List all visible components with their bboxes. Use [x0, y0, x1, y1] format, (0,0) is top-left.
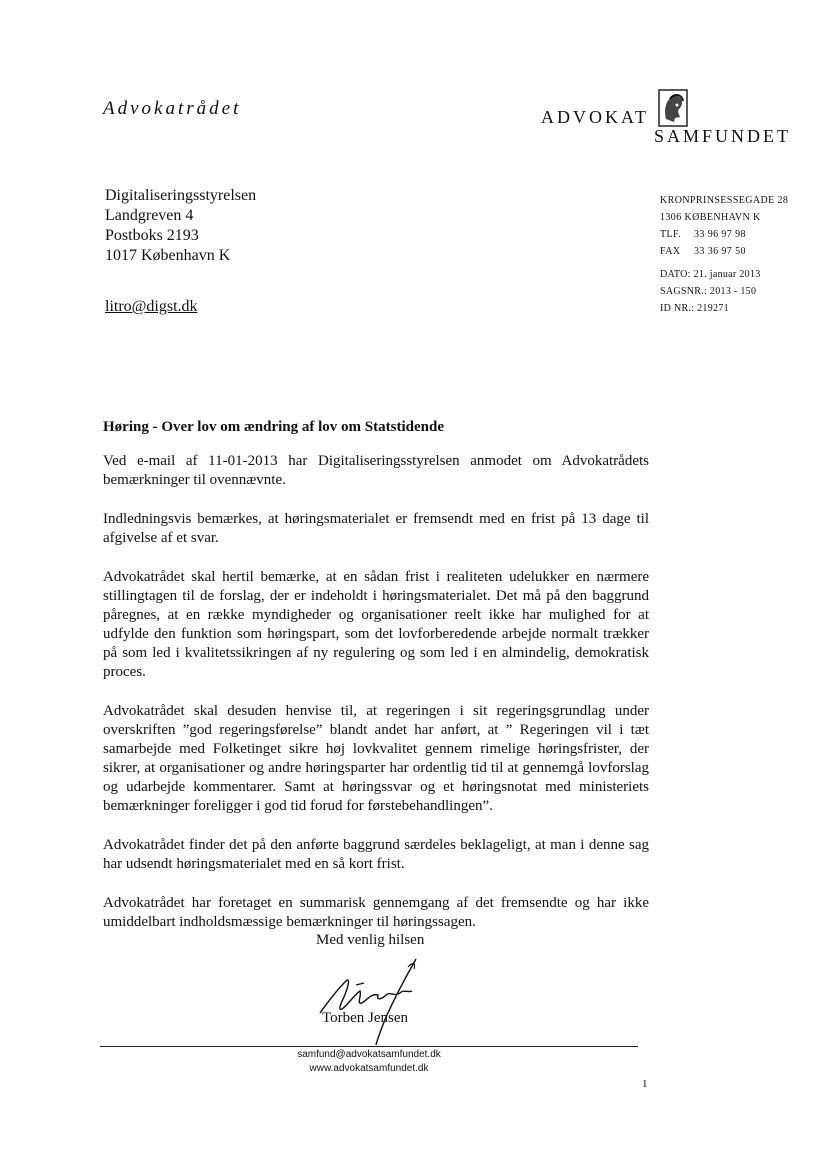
- sender-city: 1306 KØBENHAVN K: [660, 212, 761, 223]
- body-paragraph: Ved e-mail af 11-01-2013 har Digitaliseringsstyrelsen anmodet om Advokatrådets bemærkninger til ovennævnte.: [103, 453, 649, 488]
- id-number: ID NR.: 219271: [660, 303, 729, 314]
- letter-metadata: [660, 266, 761, 317]
- letter-body: [103, 452, 649, 952]
- fax-label: FAX: [660, 246, 681, 257]
- sender-fax: [660, 243, 788, 260]
- phone-label: TLF.: [660, 229, 682, 240]
- recipient-line: Landgreven 4: [105, 207, 194, 224]
- handwritten-signature: [316, 955, 436, 1047]
- recipient-line: Digitaliseringsstyrelsen: [105, 187, 257, 204]
- fax-number: 33 36 97 50: [694, 246, 746, 257]
- recipient-line: Postboks 2193: [105, 227, 199, 244]
- recipient-address: [105, 186, 256, 266]
- body-paragraph: Advokatrådet har foretaget en summarisk gennemgang af det fremsendte og har ikke umiddelbart indholdsmæssige bemærkninger til høringssagen.: [103, 895, 649, 930]
- sender-address: [660, 192, 788, 260]
- body-paragraph: Advokatrådet skal hertil bemærke, at en sådan frist i realiteten udelukker en nærmere stillingtagen til de forslag, der er indeholdt i høringsmaterialet. Det må på den baggrund påregnes, at en række myndigheder og organisationer reelt ikke har mulighed for at udfylde den funktion som høringspart, som det lovforberedende arbejde normalt trækker på som led i kvalitetssikringen af ny regulering og som led i en almindelig, demokratisk proces.: [103, 569, 649, 680]
- sender-phone: [660, 226, 788, 243]
- letter-date: DATO: 21. januar 2013: [660, 269, 761, 280]
- signatory-name: Torben Jensen: [322, 1010, 409, 1026]
- body-paragraph: Advokatrådet finder det på den anførte baggrund særdeles beklageligt, at man i denne sag har udsendt høringsmaterialet med en så kort frist.: [103, 837, 649, 872]
- recipient-email-link[interactable]: litro@digst.dk: [105, 298, 198, 315]
- recipient-line: 1017 København K: [105, 247, 231, 264]
- closing-greeting: Med venlig hilsen: [316, 932, 425, 948]
- advokatraadet-logo: Advokatrådet: [103, 98, 242, 119]
- footer-website-link[interactable]: www.advokatsamfundet.dk: [309, 1063, 429, 1074]
- page-number: 1: [642, 1078, 648, 1090]
- case-number: SAGSNR.: 2013 - 150: [660, 286, 757, 297]
- advokatsamfundet-logo-line1: ADVOKAT: [541, 107, 649, 127]
- body-paragraph: Indledningsvis bemærkes, at høringsmaterialet er fremsendt med en frist på 13 dage til afgivelse af et svar.: [103, 511, 649, 546]
- advokatsamfundet-logo-line2: SAMFUNDET: [654, 126, 792, 146]
- phone-number: 33 96 97 98: [694, 229, 746, 240]
- letter-subject: Høring - Over lov om ændring af lov om Statstidende: [103, 419, 444, 435]
- helmeted-head-emblem-icon: [658, 89, 688, 127]
- footer-email-link[interactable]: samfund@advokatsamfundet.dk: [297, 1049, 441, 1060]
- sender-street: KRONPRINSESSEGADE 28: [660, 195, 789, 206]
- body-paragraph: Advokatrådet skal desuden henvise til, at regeringen i sit regeringsgrundlag under overskriften ”god regeringsførelse” blandt andet har anført, at ” Regeringen vil i tæt samarbejde med Folketinget sikre høj lovkvalitet gennem rimelige høringsfrister, der sikrer, at organisationer og andre høringsparter har ordentlig tid til at gennemgå lovforslag og udarbejde kommentarer. Samt at høringssvar og et høringsnotat med ministeriets bemærkninger foreligger i god tid forud for førstebehandlingen”.: [103, 703, 649, 814]
- footer-divider: [100, 1046, 638, 1047]
